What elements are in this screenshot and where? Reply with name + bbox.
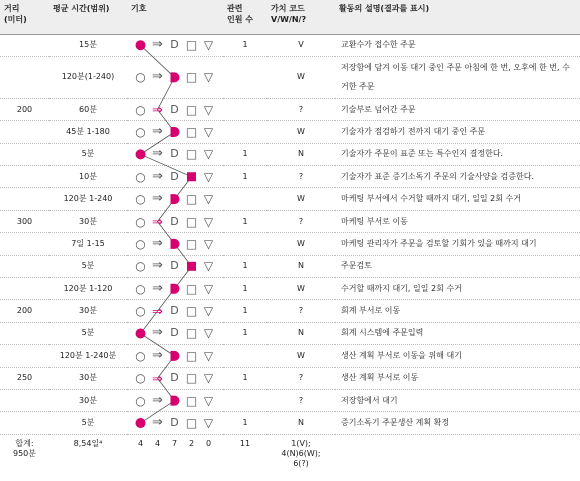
transport-icon: ⇒ bbox=[152, 280, 163, 296]
storage-icon: ▽ bbox=[203, 259, 214, 274]
row-people bbox=[223, 345, 267, 367]
operation-icon: ○ bbox=[135, 70, 146, 85]
row-people bbox=[223, 98, 267, 120]
storage-icon: ▽ bbox=[203, 214, 214, 229]
delay-icon: D bbox=[170, 169, 179, 183]
row-time: 120분 1-240분 bbox=[49, 345, 127, 367]
operation-icon: ○ bbox=[135, 102, 146, 117]
row-people: 1 bbox=[223, 166, 267, 188]
row-symbols bbox=[127, 166, 223, 188]
inspection-icon: □ bbox=[185, 416, 198, 431]
row-description: 기술자가 표준 증기소독기 주문의 기술사양을 검증한다. bbox=[335, 166, 580, 188]
table-row bbox=[0, 98, 580, 120]
delay-icon: D bbox=[170, 371, 179, 385]
row-time: 30분 bbox=[49, 210, 127, 232]
row-value-code: W bbox=[267, 278, 335, 300]
row-people: 1 bbox=[223, 278, 267, 300]
row-distance: 250 bbox=[0, 367, 49, 389]
header-avg-time: 평균 시간(범위) bbox=[49, 0, 127, 34]
row-time: 30분 bbox=[49, 300, 127, 322]
row-people: 1 bbox=[223, 255, 267, 277]
row-people: 1 bbox=[223, 322, 267, 344]
storage-icon: ▽ bbox=[203, 147, 214, 162]
transport-icon: ⇒ bbox=[152, 235, 163, 251]
storage-icon: ▽ bbox=[203, 371, 214, 386]
inspection-icon: □ bbox=[185, 236, 198, 251]
row-time: 120분(1-240) bbox=[49, 56, 127, 98]
header-value-code: 가치 코드 V/W/N/? bbox=[267, 0, 335, 34]
row-time: 5분 bbox=[49, 255, 127, 277]
inspection-icon: □ bbox=[185, 393, 198, 408]
table-row bbox=[0, 412, 580, 434]
row-symbols bbox=[127, 278, 223, 300]
row-distance bbox=[0, 412, 49, 434]
inspection-icon: □ bbox=[185, 281, 198, 296]
delay-icon: D bbox=[170, 147, 179, 161]
row-people: 1 bbox=[223, 412, 267, 434]
row-value-code: ? bbox=[267, 300, 335, 322]
storage-icon: ▽ bbox=[203, 326, 214, 341]
header-row bbox=[0, 0, 580, 34]
row-distance bbox=[0, 233, 49, 255]
total-distance: 합계: 950분 bbox=[13, 438, 36, 458]
table-row bbox=[0, 34, 580, 56]
row-distance: 200 bbox=[0, 300, 49, 322]
header-distance: 거리 (미터) bbox=[0, 0, 49, 34]
row-description: 기술자가 점검하기 전까지 대기 중인 주문 bbox=[335, 121, 580, 143]
inspection-icon: □ bbox=[185, 304, 198, 319]
row-distance bbox=[0, 34, 49, 56]
row-time: 5분 bbox=[49, 322, 127, 344]
operation-icon: ○ bbox=[135, 169, 146, 184]
transport-marker: ⇒ bbox=[152, 304, 163, 320]
storage-icon: ▽ bbox=[203, 124, 214, 139]
row-distance bbox=[0, 143, 49, 165]
row-symbols bbox=[127, 56, 223, 98]
row-description: 마케팅 부서로 이동 bbox=[335, 210, 580, 232]
row-time: 15분 bbox=[49, 34, 127, 56]
delay-icon: D bbox=[170, 326, 179, 340]
table-row bbox=[0, 121, 580, 143]
row-description: 회계 시스템에 주문입력 bbox=[335, 322, 580, 344]
transport-icon: ⇒ bbox=[152, 146, 163, 162]
table-row bbox=[0, 188, 580, 210]
row-distance bbox=[0, 255, 49, 277]
symbol-count: 0 bbox=[205, 438, 212, 448]
table-row bbox=[0, 143, 580, 165]
transport-marker: ⇒ bbox=[152, 371, 163, 387]
row-value-code: ? bbox=[267, 166, 335, 188]
row-distance bbox=[0, 322, 49, 344]
storage-icon: ▽ bbox=[203, 38, 214, 53]
row-symbols bbox=[127, 98, 223, 120]
row-description: 주문검토 bbox=[335, 255, 580, 277]
row-time: 30분 bbox=[49, 389, 127, 411]
row-description: 생산 계획 부서로 이동 bbox=[335, 367, 580, 389]
row-value-code: ? bbox=[267, 389, 335, 411]
row-distance: 300 bbox=[0, 210, 49, 232]
inspection-icon: □ bbox=[185, 124, 198, 139]
inspection-icon: □ bbox=[185, 326, 198, 341]
operation-icon: ○ bbox=[135, 304, 146, 319]
operation-icon: ○ bbox=[135, 192, 146, 207]
row-symbols bbox=[127, 34, 223, 56]
inspection-icon: □ bbox=[185, 102, 198, 117]
header-people: 관련 인원 수 bbox=[223, 0, 267, 34]
row-description: 증기소독기 주문생산 계획 확정 bbox=[335, 412, 580, 434]
row-people bbox=[223, 121, 267, 143]
row-value-code: W bbox=[267, 233, 335, 255]
row-value-code: W bbox=[267, 121, 335, 143]
row-value-code: N bbox=[267, 322, 335, 344]
transport-icon: ⇒ bbox=[152, 415, 163, 431]
row-time: 120분 1-120 bbox=[49, 278, 127, 300]
row-time: 45분 1-180 bbox=[49, 121, 127, 143]
row-description: 기술부로 넘어간 주문 bbox=[335, 98, 580, 120]
transport-icon: ⇒ bbox=[152, 168, 163, 184]
inspection-icon: □ bbox=[185, 147, 198, 162]
row-description: 교환수가 접수한 주문 bbox=[335, 34, 580, 56]
row-time: 7일 1-15 bbox=[49, 233, 127, 255]
row-people bbox=[223, 389, 267, 411]
row-distance bbox=[0, 188, 49, 210]
header-description: 활동의 설명(결과를 표시) bbox=[335, 0, 580, 34]
row-value-code: ? bbox=[267, 367, 335, 389]
row-description: 회계 부서로 이동 bbox=[335, 300, 580, 322]
total-value-codes: 1(V); 4(N)6(W); 6(?) bbox=[281, 438, 321, 468]
row-value-code: N bbox=[267, 255, 335, 277]
row-distance bbox=[0, 166, 49, 188]
row-distance bbox=[0, 345, 49, 367]
total-desc bbox=[335, 434, 580, 472]
total-people: 11 bbox=[239, 438, 251, 448]
delay-icon: D bbox=[170, 102, 179, 116]
table-row bbox=[0, 389, 580, 411]
delay-icon: D bbox=[170, 416, 179, 430]
total-time: 8,54일⁴ bbox=[73, 438, 103, 448]
total-row bbox=[0, 434, 580, 472]
row-symbols bbox=[127, 188, 223, 210]
transport-icon: ⇒ bbox=[152, 392, 163, 408]
transport-icon: ⇒ bbox=[152, 37, 163, 53]
row-people bbox=[223, 56, 267, 98]
row-time: 5분 bbox=[49, 143, 127, 165]
operation-icon: ○ bbox=[135, 371, 146, 386]
row-symbols bbox=[127, 210, 223, 232]
symbol-count: 4 bbox=[137, 438, 144, 448]
total-symbol-counts bbox=[127, 434, 223, 472]
table-row bbox=[0, 166, 580, 188]
row-symbols bbox=[127, 300, 223, 322]
transport-icon: ⇒ bbox=[152, 258, 163, 274]
row-people: 1 bbox=[223, 143, 267, 165]
row-people: 1 bbox=[223, 210, 267, 232]
operation-icon: ○ bbox=[135, 124, 146, 139]
storage-icon: ▽ bbox=[203, 192, 214, 207]
row-description: 저장함에서 대기 bbox=[335, 389, 580, 411]
row-people: 1 bbox=[223, 367, 267, 389]
transport-icon: ⇒ bbox=[152, 123, 163, 139]
table-row bbox=[0, 233, 580, 255]
table-row bbox=[0, 210, 580, 232]
transport-marker: ⇒ bbox=[152, 103, 163, 119]
storage-icon: ▽ bbox=[203, 348, 214, 363]
row-description: 마케팅 부서에서 수거할 때까지 대기, 일일 2회 수거 bbox=[335, 188, 580, 210]
row-value-code: ? bbox=[267, 210, 335, 232]
table-row bbox=[0, 278, 580, 300]
row-description: 저장함에 담겨 이동 대기 중인 주문 아침에 한 번, 오후에 한 번, 수거한 주문 bbox=[335, 56, 580, 98]
transport-icon: ⇒ bbox=[152, 191, 163, 207]
row-symbols bbox=[127, 233, 223, 255]
row-description: 수거할 때까지 대기, 일일 2회 수거 bbox=[335, 278, 580, 300]
table-row bbox=[0, 322, 580, 344]
storage-icon: ▽ bbox=[203, 304, 214, 319]
row-time: 30분 bbox=[49, 367, 127, 389]
row-value-code: W bbox=[267, 188, 335, 210]
transport-icon: ⇒ bbox=[152, 325, 163, 341]
row-value-code: V bbox=[267, 34, 335, 56]
row-symbols bbox=[127, 255, 223, 277]
delay-icon: D bbox=[170, 38, 179, 52]
inspection-icon: □ bbox=[185, 38, 198, 53]
operation-icon: ○ bbox=[135, 281, 146, 296]
table-row bbox=[0, 300, 580, 322]
row-distance bbox=[0, 121, 49, 143]
row-people bbox=[223, 233, 267, 255]
inspection-icon: □ bbox=[185, 192, 198, 207]
storage-icon: ▽ bbox=[203, 102, 214, 117]
row-description: 마케팅 관리자가 주문을 검토할 기회가 있을 때까지 대기 bbox=[335, 233, 580, 255]
row-distance bbox=[0, 278, 49, 300]
transport-marker: ⇒ bbox=[152, 215, 163, 231]
row-people: 1 bbox=[223, 300, 267, 322]
storage-icon: ▽ bbox=[203, 416, 214, 431]
row-value-code: N bbox=[267, 412, 335, 434]
storage-icon: ▽ bbox=[203, 393, 214, 408]
inspection-icon: □ bbox=[185, 348, 198, 363]
row-symbols bbox=[127, 389, 223, 411]
storage-icon: ▽ bbox=[203, 236, 214, 251]
inspection-icon: □ bbox=[185, 371, 198, 386]
row-description: 기술자가 주문이 표준 또는 특수인지 결정한다. bbox=[335, 143, 580, 165]
table-row bbox=[0, 345, 580, 367]
row-symbols bbox=[127, 322, 223, 344]
inspection-icon: □ bbox=[185, 70, 198, 85]
operation-icon: ○ bbox=[135, 259, 146, 274]
row-people: 1 bbox=[223, 34, 267, 56]
row-time: 5분 bbox=[49, 412, 127, 434]
storage-icon: ▽ bbox=[203, 169, 214, 184]
row-distance bbox=[0, 389, 49, 411]
operation-icon: ○ bbox=[135, 214, 146, 229]
transport-icon: ⇒ bbox=[152, 69, 163, 85]
row-symbols bbox=[127, 345, 223, 367]
delay-icon: D bbox=[170, 259, 179, 273]
symbol-count: 2 bbox=[188, 438, 195, 448]
operation-icon: ○ bbox=[135, 236, 146, 251]
inspection-icon: □ bbox=[185, 214, 198, 229]
row-symbols bbox=[127, 367, 223, 389]
row-time: 10분 bbox=[49, 166, 127, 188]
row-time: 60분 bbox=[49, 98, 127, 120]
row-people bbox=[223, 188, 267, 210]
storage-icon: ▽ bbox=[203, 70, 214, 85]
row-value-code: W bbox=[267, 345, 335, 367]
row-distance: 200 bbox=[0, 98, 49, 120]
table-row bbox=[0, 56, 580, 98]
delay-icon: D bbox=[170, 304, 179, 318]
symbol-count: 7 bbox=[171, 438, 178, 448]
storage-icon: ▽ bbox=[203, 281, 214, 296]
transport-icon: ⇒ bbox=[152, 347, 163, 363]
operation-icon: ○ bbox=[135, 393, 146, 408]
operation-icon: ○ bbox=[135, 348, 146, 363]
row-value-code: W bbox=[267, 56, 335, 98]
header-symbols: 기호 bbox=[127, 0, 223, 34]
row-symbols bbox=[127, 143, 223, 165]
delay-icon: D bbox=[170, 214, 179, 228]
symbol-count: 4 bbox=[154, 438, 161, 448]
row-time: 120분 1-240 bbox=[49, 188, 127, 210]
row-symbols bbox=[127, 121, 223, 143]
row-symbols bbox=[127, 412, 223, 434]
row-value-code: N bbox=[267, 143, 335, 165]
table-row bbox=[0, 255, 580, 277]
table-row bbox=[0, 367, 580, 389]
row-description: 생산 계획 부서로 이동을 위해 대기 bbox=[335, 345, 580, 367]
row-value-code: ? bbox=[267, 98, 335, 120]
row-distance bbox=[0, 56, 49, 98]
